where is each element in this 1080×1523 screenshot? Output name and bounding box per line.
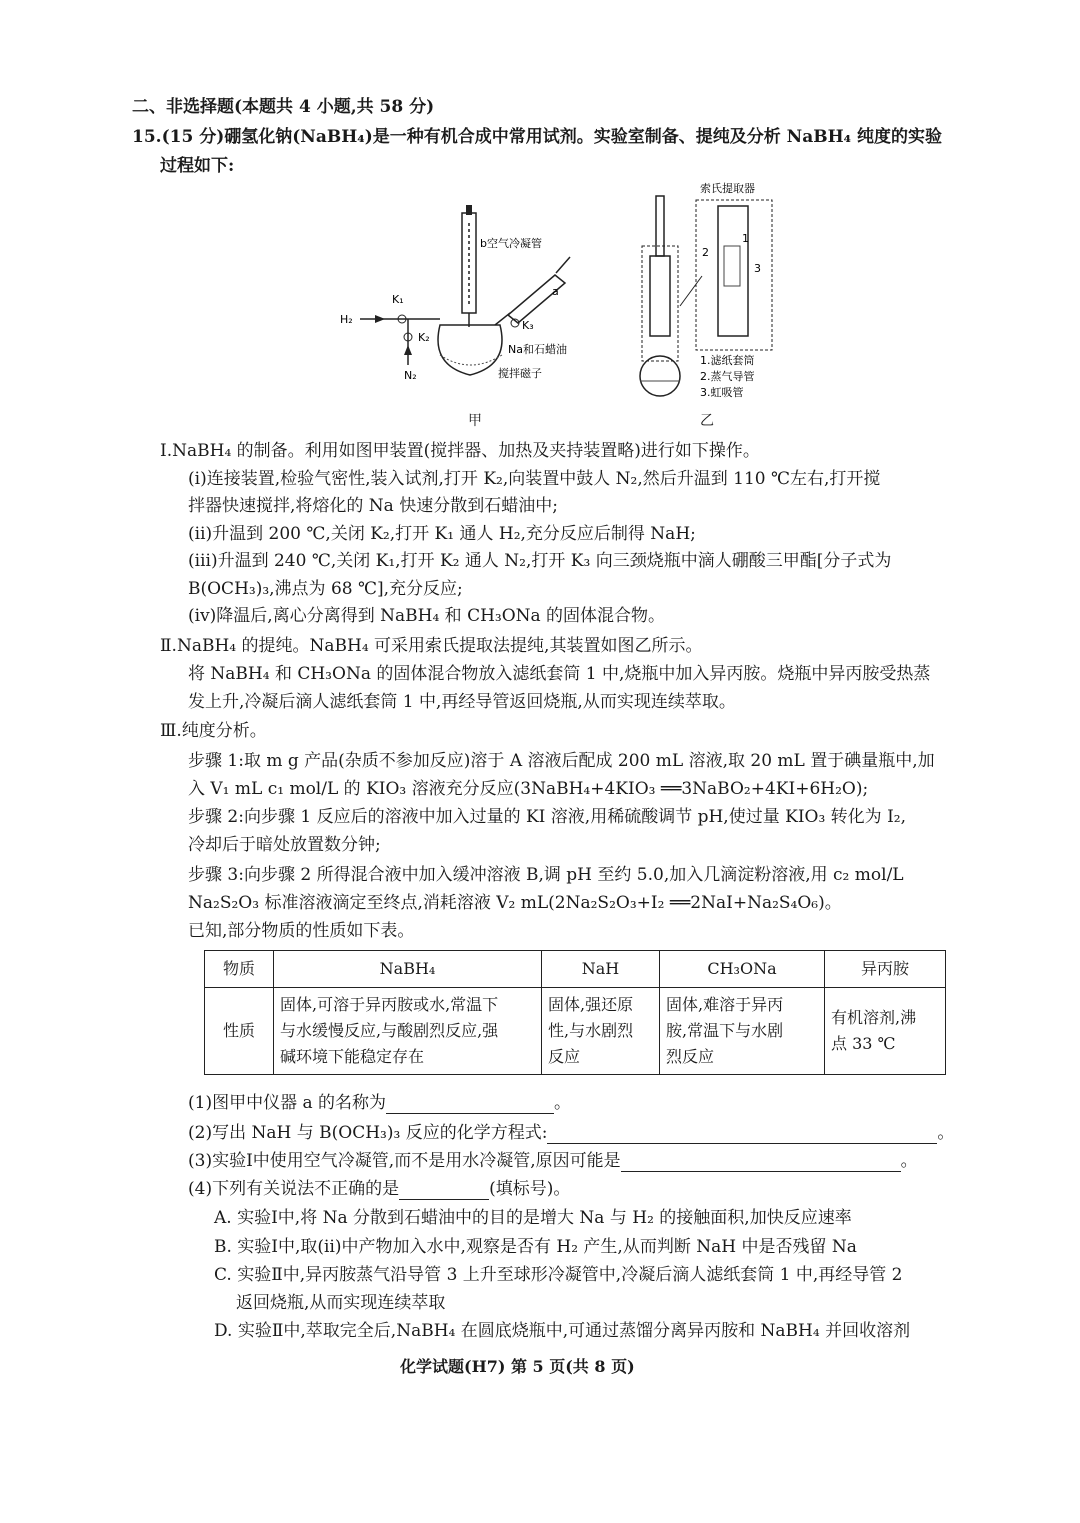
q15-intro-line2: 过程如下: [160, 156, 235, 176]
soxhlet-yi-figure [630, 176, 780, 416]
cell-line: 碱环境下能稳定存在 [280, 1047, 425, 1066]
step2-line1: 步骤 2:向步骤 1 反应后的溶液中加入过量的 KI 溶液,用稀硫酸调节 pH,使过量 KIO₃ 转化为 I₂, [188, 807, 907, 827]
cell-line: 点 33 ℃ [831, 1034, 896, 1053]
question-1-end: 。 [554, 1093, 572, 1113]
step3-line1: 步骤 3:向步骤 2 所得混合液中加入缓冲溶液 B,调 pH 至约 5.0,加入几滴淀粉溶液,用 c₂ mol/L [188, 865, 904, 885]
part2-line1: 将 NaBH₄ 和 CH₃ONa 的固体混合物放入滤纸套筒 1 中,烧瓶中加入异丙胺。烧瓶中异丙胺受热蒸 [188, 664, 931, 684]
cell-line: 胺,常温下与水剧 [666, 1021, 784, 1040]
question-3-end: 。 [900, 1151, 918, 1171]
small-dashed-box [642, 246, 678, 361]
q15-intro-line1: 15.(15 分)硼氢化钠(NaBH₄)是一种有机合成中常用试剂。实验室制备、提纯及分析 NaBH₄ 纯度的实验 [132, 127, 943, 147]
paper-thimble [724, 246, 740, 286]
label-a: a [552, 285, 559, 298]
option-a: A. 实验Ⅰ中,将 Na 分散到石蜡油中的目的是增大 Na 与 H₂ 的接触面积,加快反应速率 [214, 1208, 852, 1228]
label-na: Na和石蜡油 [508, 343, 567, 356]
small-condenser [656, 196, 664, 256]
legend-1: 1.滤纸套筒 [700, 354, 755, 367]
table-header-row [205, 951, 946, 988]
header-cell: NaBH₄ [274, 951, 542, 988]
soxhlet-title: 索氏提取器 [700, 182, 755, 195]
option-d: D. 实验Ⅱ中,萃取完全后,NaBH₄ 在圆底烧瓶中,可通过蒸馏分离异丙胺和 NaBH₄ 并回收溶剂 [214, 1321, 911, 1341]
label-condenser: b空气冷凝管 [480, 237, 542, 250]
question-4-end: (填标号)。 [489, 1179, 571, 1199]
label-stir: 搅拌磁子 [498, 367, 542, 380]
cell-line: 固体,难溶于异丙 [666, 995, 784, 1014]
zoom-arrow [680, 276, 702, 306]
cell-ch3ona [660, 988, 825, 1075]
question-2-text: (2)写出 NaH 与 B(OCH₃)₃ 反应的化学方程式: [188, 1123, 548, 1143]
caption-jia: 甲 [468, 413, 482, 429]
part2-title: Ⅱ.NaBH₄ 的提纯。NaBH₄ 可采用索氏提取法提纯,其装置如图乙所示。 [160, 636, 703, 656]
header-cell: 异丙胺 [825, 951, 946, 988]
three-neck-flask [438, 325, 502, 375]
question-3 [188, 1150, 918, 1172]
part3-title: Ⅲ.纯度分析。 [160, 721, 267, 741]
step-iii-line1: (ⅲ)升温到 240 ℃,关闭 K₁,打开 K₂ 通人 N₂,打开 K₃ 向三颈烧瓶中滴人硼酸三甲酯[分子式为 [188, 551, 892, 571]
answer-blank-1[interactable] [386, 1095, 554, 1114]
legend-3: 3.虹吸管 [700, 386, 744, 399]
cell-isopropylamine [825, 988, 946, 1075]
funnel-stem [556, 257, 570, 273]
legend-2: 2.蒸气导管 [700, 370, 755, 383]
cell-line: 有机溶剂,沸 [831, 1008, 917, 1027]
answer-blank-3[interactable] [621, 1153, 901, 1172]
step1-line2: 入 V₁ mL c₁ mol/L 的 KIO₃ 溶液充分反应(3NaBH₄+4KIO₃ ══3NaBO₂+4KI+6H₂O); [188, 779, 869, 799]
step-ii: (ⅱ)升温到 200 ℃,关闭 K₂,打开 K₁ 通人 H₂,充分反应后制得 NaH; [188, 524, 696, 544]
caption-yi: 乙 [700, 413, 714, 429]
header-cell: CH₃ONa [660, 951, 825, 988]
apparatus-jia-figure [330, 195, 600, 410]
n2-arrow [404, 345, 412, 355]
cell-nabh4 [274, 988, 542, 1075]
option-c-line2: 返回烧瓶,从而实现连续萃取 [236, 1293, 446, 1313]
step-iii-line2: B(OCH₃)₃,沸点为 68 ℃],充分反应; [188, 579, 463, 599]
table-row [205, 988, 946, 1075]
step2-line2: 冷却后于暗处放置数分钟; [188, 835, 381, 855]
row-label: 性质 [205, 988, 274, 1075]
large-extractor [718, 206, 748, 336]
label-k3: K₃ [522, 319, 534, 332]
cell-line: 性,与水剧烈 [548, 1021, 634, 1040]
air-condenser-shape [462, 213, 476, 313]
inlet-arrow [375, 315, 385, 323]
condenser-top [466, 205, 472, 215]
small-extractor [650, 256, 670, 336]
cell-line: 与水缓慢反应,与酸剧烈反应,强 [280, 1021, 499, 1040]
step-iv: (ⅳ)降温后,离心分离得到 NaBH₄ 和 CH₃ONa 的固体混合物。 [188, 606, 666, 626]
question-1 [188, 1092, 571, 1114]
step-i-line2: 拌器快速搅拌,将熔化的 Na 快速分散到石蜡油中; [188, 496, 558, 516]
step1-line1: 步骤 1:取 m g 产品(杂质不参加反应)溶于 A 溶液后配成 200 mL 溶液,取 20 mL 置于碘量瓶中,加 [188, 751, 935, 771]
step3-line2: Na₂S₂O₃ 标准溶液滴定至终点,消耗溶液 V₂ mL(2Na₂S₂O₃+I₂ ══2NaI+Na₂S₄O₆)。 [188, 893, 842, 913]
label-k1: K₁ [392, 293, 404, 306]
step-i-line1: (ⅰ)连接装置,检验气密性,装入试剂,打开 K₂,向装置中鼓人 N₂,然后升温到 110 ℃左右,打开搅 [188, 469, 881, 489]
label-h2: H₂ [340, 313, 353, 326]
label-2: 2 [702, 246, 709, 259]
properties-table [204, 950, 946, 1075]
part2-line2: 发上升,冷凝后滴人滤纸套筒 1 中,再经导管返回烧瓶,从而实现连续萃取。 [188, 692, 736, 712]
option-c-line1: C. 实验Ⅱ中,异丙胺蒸气沿导管 3 上升至球形冷凝管中,冷凝后滴人滤纸套筒 1 中,再经导管 2 [214, 1265, 903, 1285]
cell-line: 固体,强还原 [548, 995, 634, 1014]
label-1: 1 [742, 232, 749, 245]
answer-blank-2[interactable] [547, 1125, 937, 1144]
question-1-text: (1)图甲中仪器 a 的名称为 [188, 1093, 387, 1113]
known-text: 已知,部分物质的性质如下表。 [188, 921, 415, 941]
dropping-funnel-a [508, 275, 565, 323]
header-cell: 物质 [205, 951, 274, 988]
cell-line: 固体,可溶于异丙胺或水,常温下 [280, 995, 499, 1014]
question-3-text: (3)实验Ⅰ中使用空气冷凝管,而不是用水冷凝管,原因可能是 [188, 1151, 621, 1171]
question-2-end: 。 [937, 1123, 955, 1143]
answer-blank-4[interactable] [399, 1181, 489, 1200]
label-n2: N₂ [404, 369, 417, 382]
page-footer: 化学试题(H7) 第 5 页(共 8 页) [400, 1357, 635, 1376]
part1-title: Ⅰ.NaBH₄ 的制备。利用如图甲装置(搅拌器、加热及夹持装置略)进行如下操作。 [160, 441, 760, 461]
question-2 [188, 1122, 954, 1144]
large-dashed-box [696, 200, 772, 350]
cell-nah [542, 988, 660, 1075]
label-k2: K₂ [418, 331, 430, 344]
question-4 [188, 1178, 570, 1200]
cell-line: 反应 [548, 1047, 581, 1066]
label-3: 3 [754, 262, 761, 275]
section-title: 二、非选择题(本题共 4 小题,共 58 分) [132, 97, 435, 117]
cell-line: 烈反应 [666, 1047, 715, 1066]
round-flask [640, 356, 680, 396]
option-b: B. 实验Ⅰ中,取(ⅱ)中产物加入水中,观察是否有 H₂ 产生,从而判断 NaH 中是否残留 Na [214, 1237, 857, 1257]
question-4-text: (4)下列有关说法不正确的是 [188, 1179, 400, 1199]
header-cell: NaH [542, 951, 660, 988]
